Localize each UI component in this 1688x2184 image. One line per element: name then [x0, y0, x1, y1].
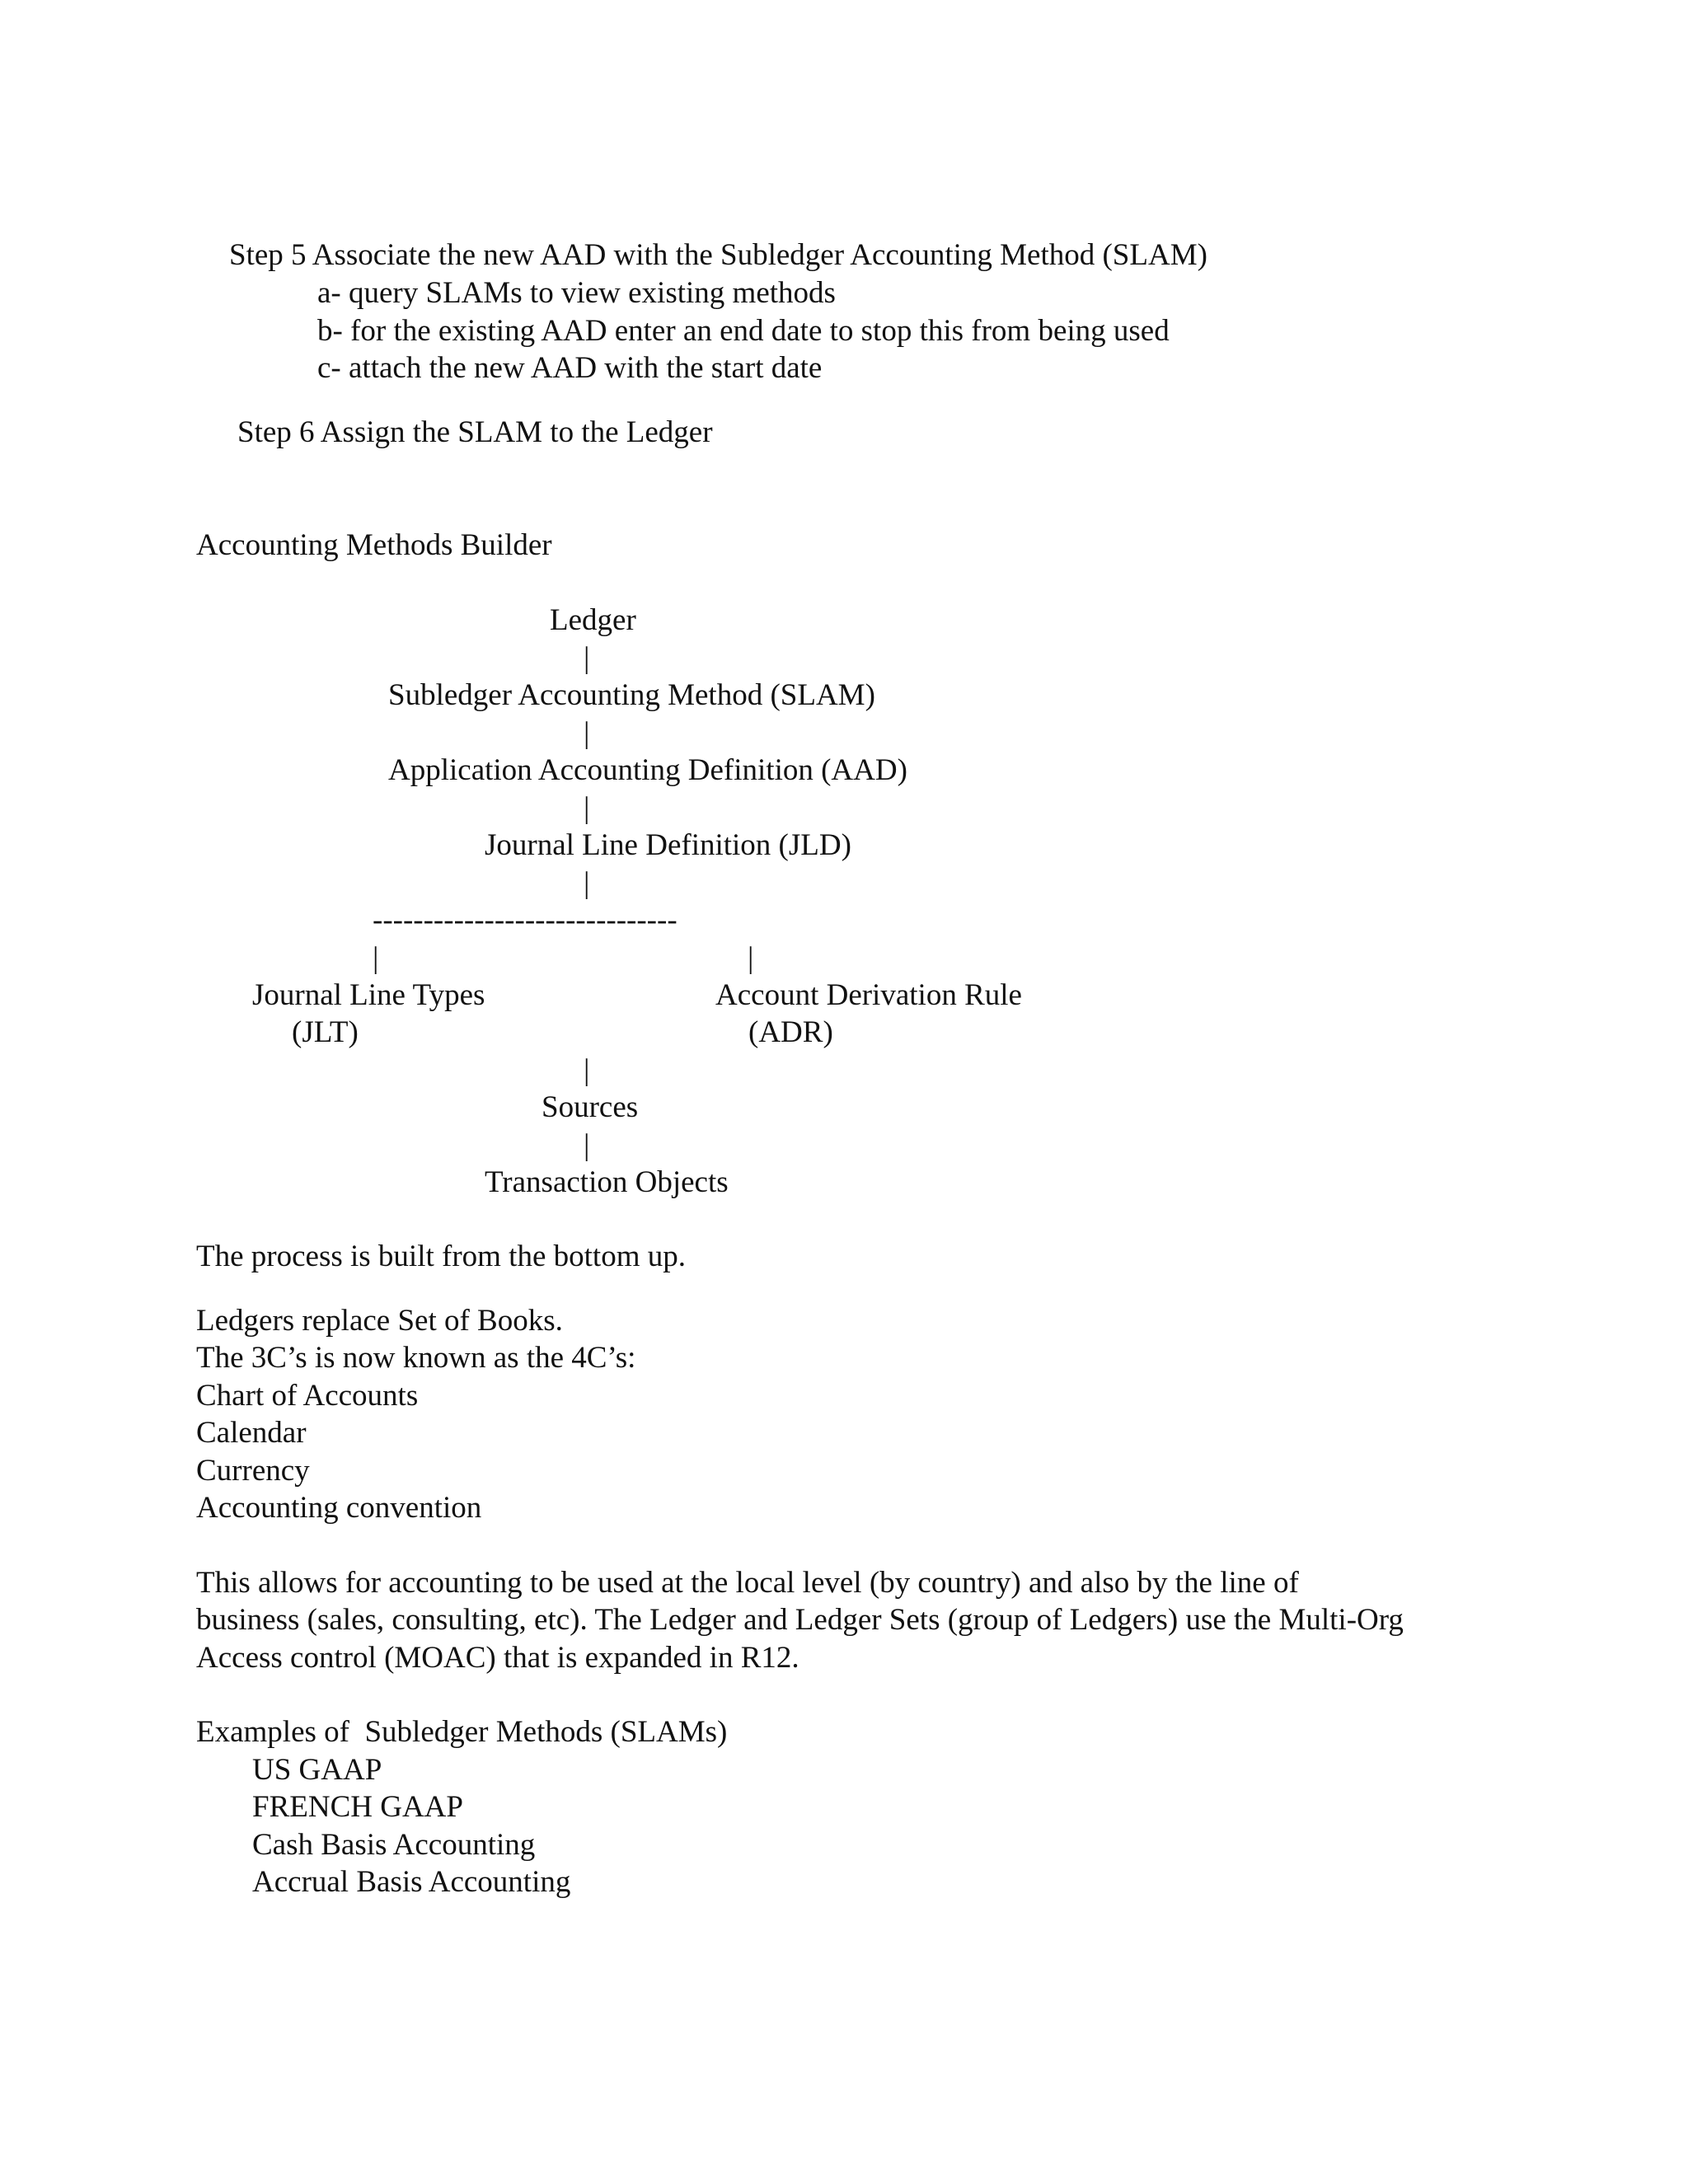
connector-pipe-right: | [748, 941, 754, 975]
step5-title: Step 5 Associate the new AAD with the Subledger Accounting Method (SLAM) [229, 238, 1207, 272]
step5-item-c: c- attach the new AAD with the start date [317, 351, 823, 385]
node-transaction-objects: Transaction Objects [485, 1165, 729, 1199]
note-four-cs-intro: The 3C’s is now known as the 4C’s: [196, 1341, 636, 1375]
step5-item-a: a- query SLAMs to view existing methods [317, 276, 836, 310]
node-aad: Application Accounting Definition (AAD) [388, 753, 907, 787]
paragraph-line: Access control (MOAC) that is expanded in R12. [196, 1641, 799, 1675]
paragraph-line: This allows for accounting to be used at the local level (by country) and also by the line of [196, 1566, 1299, 1600]
node-slam: Subledger Accounting Method (SLAM) [388, 678, 875, 712]
connector-dashes: ------------------------------ [373, 903, 678, 937]
step5-item-b: b- for the existing AAD enter an end date to stop this from being used [317, 314, 1170, 348]
connector-pipe: | [584, 641, 590, 675]
four-cs-item: Accounting convention [196, 1491, 482, 1525]
connector-pipe: | [584, 1128, 590, 1162]
note-ledgers-replace: Ledgers replace Set of Books. [196, 1304, 563, 1338]
four-cs-item: Chart of Accounts [196, 1379, 419, 1413]
example-item: Accrual Basis Accounting [252, 1865, 571, 1899]
example-item: FRENCH GAAP [252, 1790, 463, 1824]
node-ledger: Ledger [550, 603, 636, 637]
node-adr-abbr: (ADR) [748, 1015, 833, 1049]
example-item: Cash Basis Accounting [252, 1828, 536, 1862]
example-item: US GAAP [252, 1753, 382, 1787]
step6-title: Step 6 Assign the SLAM to the Ledger [237, 415, 713, 449]
connector-pipe: | [584, 716, 590, 750]
four-cs-item: Calendar [196, 1416, 307, 1450]
builder-heading: Accounting Methods Builder [196, 528, 552, 562]
connector-pipe: | [584, 1053, 590, 1087]
connector-pipe: | [584, 866, 590, 900]
connector-pipe-left: | [373, 941, 379, 975]
examples-heading: Examples of Subledger Methods (SLAMs) [196, 1715, 728, 1749]
paragraph-line: business (sales, consulting, etc). The Ledger and Ledger Sets (group of Ledgers) use the Multi-Org [196, 1603, 1404, 1637]
four-cs-item: Currency [196, 1454, 310, 1488]
node-adr: Account Derivation Rule [715, 978, 1022, 1012]
note-bottom-up: The process is built from the bottom up. [196, 1240, 686, 1273]
connector-pipe: | [584, 791, 590, 825]
node-jlt: Journal Line Types [252, 978, 485, 1012]
node-sources: Sources [542, 1090, 639, 1124]
node-jlt-abbr: (JLT) [292, 1015, 359, 1049]
node-jld: Journal Line Definition (JLD) [485, 828, 851, 862]
